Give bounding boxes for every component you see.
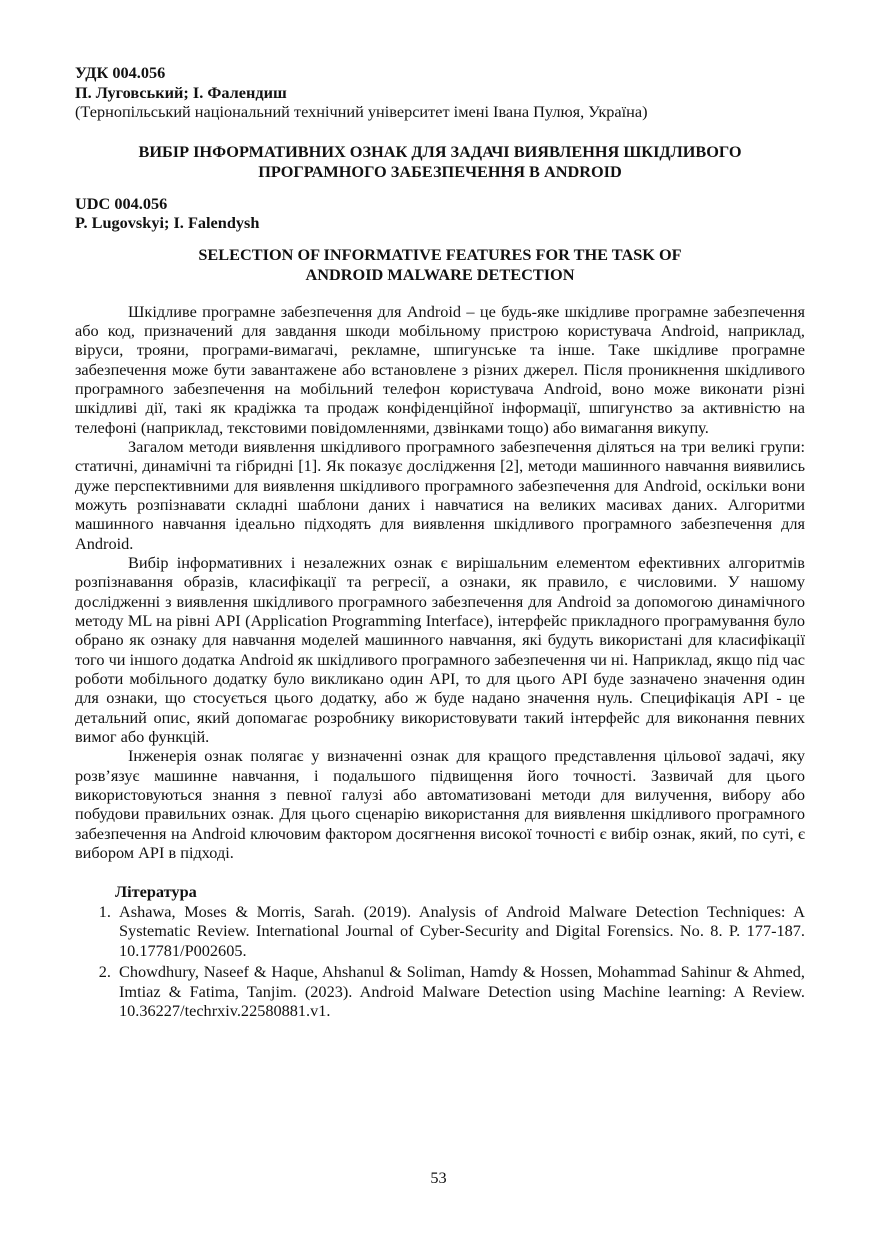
udc-ua: УДК 004.056 [75,63,166,82]
references-heading: Література [115,882,197,902]
reference-item: 2. Chowdhury, Naseef & Haque, Ahshanul & Soliman, Hamdy & Hossen, Mohammad Sahinur & Ahmed, Imtiaz & Fatima, Tanjim. (2023). Android Malware Detection using Machine learning: A Review. 10.36227/techrxiv.22580881.v1. [115,962,805,1021]
affiliation: (Тернопільський національний технічний університет імені Івана Пулюя, Україна) [75,102,648,121]
paragraph: Шкідливе програмне забезпечення для Android – це будь-яке шкідливе програмне забезпечення або код, призначений для завдання шкоди мобільному пристрою користувача Android, наприклад, віруси, трояни, програми-вимагачі, рекламне, шпигунське та інше. Таке шкідливе програмне забезпечення може бути завантажене або встановлене з різних джерел. Після проникнення шкідливого програмного забезпечення на мобільний телефон користувача Android, воно може виконати різні шкідливі дії, такі як крадіжка та продаж конфіденційної інформації, шпигунство за активністю на телефоні (наприклад, текстовими повідомленнями, дзвінками тощо) або вимагання викупу. [75,301,805,437]
title-ua-line1: ВИБІР ІНФОРМАТИВНИХ ОЗНАК ДЛЯ ЗАДАЧІ ВИЯВЛЕННЯ ШКІДЛИВОГО [138,141,742,161]
abstract-body [75,302,805,863]
authors-en: P. Lugovskyi; I. Falendysh [75,213,260,232]
authors-ua: П. Луговський; І. Фалендиш [75,82,287,102]
title-ua-line2: ПРОГРАМНОГО ЗАБЕЗПЕЧЕННЯ В ANDROID [258,161,622,181]
paragraph: Загалом методи виявлення шкідливого програмного забезпечення діляться на три великі групи: статичні, динамічні та гібридні [1]. Як показує дослідження [2], методи машинного навчання виявились дуже перспективними для виявлення шкідливого програмного забезпечення для Android, оскільки вони можуть розпізнавати складні шаблони даних і навчатися на великих масивах даних. Алгоритми машинного навчання ідеально підходять для виявлення шкідливого програмного забезпечення для Android. [75,436,805,553]
title-en-line2: ANDROID MALWARE DETECTION [305,264,575,284]
paragraph: Вибір інформативних і незалежних ознак є вирішальним елементом ефективних алгоритмів розпізнавання образів, класифікації та регресії, а ознаки, як правило, є числовими. У нашому дослідженні з виявлення шкідливого програмного забезпечення для Android за допомогою динамічного методу ML на рівні API (Application Programming Interface), інтерфейс прикладного програмування було обрано як ознаку для навчання моделей машинного навчання, які будуть використані для класифікації того чи іншого додатка Android як шкідливого програмного забезпечення чи ні. Наприклад, якщо під час роботи мобільного додатку було викликано один API, то для цього API буде зазначено значення один для ознаки, що стосується цього додатку, або ж буде надано значення нуль. Специфікація API - це детальний опис, який допомагає розробнику використовувати такий інтерфейс для виконання певних вимог або функцій. [75,552,805,747]
references-list [75,902,805,1021]
paragraph: Інженерія ознак полягає у визначенні ознак для кращого представлення цільової задачі, яку розв’язує машинне навчання, і подальшого підвищення його точності. Зазвичай для цього використовуються знання з певної галузі або автоматизовані методи для вилучення, вибору або побудови правильних ознак. Для цього сценарію використання для виявлення шкідливого програмного забезпечення на Android ключовим фактором досягнення високої точності є вибір ознак, який, по суті, є вибором API в підході. [75,746,805,863]
page-number: 53 [430,1168,447,1187]
title-en-line1: SELECTION OF INFORMATIVE FEATURES FOR THE TASK OF [198,244,682,264]
paper-page [75,63,805,1021]
reference-item: 1. Ashawa, Moses & Morris, Sarah. (2019). Analysis of Android Malware Detection Techniques: A Systematic Review. International Journal of Cyber-Security and Digital Forensics. No. 8. P. 177-187. 10.17781/P002605. [115,902,805,961]
udc-en: UDC 004.056 [75,193,168,213]
